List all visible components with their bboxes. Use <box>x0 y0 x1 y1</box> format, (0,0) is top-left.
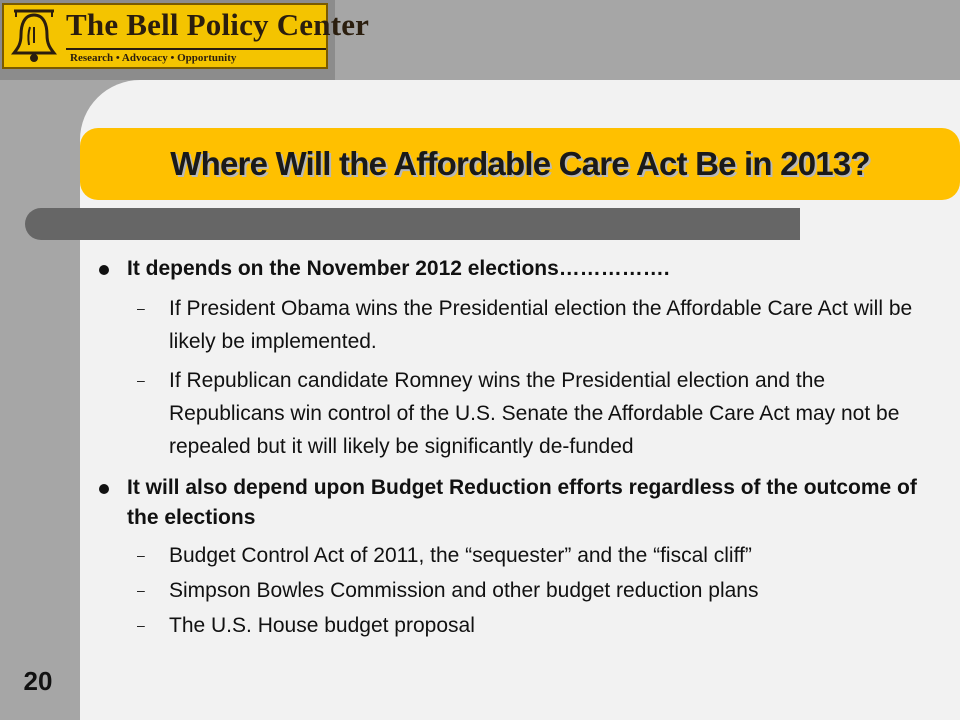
logo-title: The Bell Policy Center <box>66 7 370 42</box>
bullet-item <box>95 254 945 284</box>
bullet-text: It will also depend upon Budget Reduction efforts regardless of the outcome of the elections <box>127 476 917 529</box>
dash-icon: – <box>137 617 145 633</box>
dash-icon: – <box>137 300 145 316</box>
sub-bullet-item <box>95 609 945 642</box>
logo-divider <box>66 48 326 50</box>
slide-title: Where Will the Affordable Care Act Be in 2013? <box>170 145 870 182</box>
sub-bullet-text: The U.S. House budget proposal <box>169 614 475 637</box>
sub-bullet-item <box>95 539 945 572</box>
sub-bullet-item <box>95 292 945 358</box>
dash-icon: – <box>137 547 145 563</box>
title-bar <box>80 128 960 200</box>
logo-tagline: Research • Advocacy • Opportunity <box>70 52 237 64</box>
bullet-item <box>95 473 945 533</box>
sub-bullet-item <box>95 364 945 463</box>
page-number: 20 <box>23 666 53 696</box>
bullet-dot-icon <box>99 265 109 275</box>
bullet-text: It depends on the November 2012 elections……………. <box>127 257 670 280</box>
dash-icon: – <box>137 372 145 388</box>
logo-box <box>2 3 370 69</box>
sub-bullet-item <box>95 574 945 607</box>
bell-icon <box>8 7 60 65</box>
bullet-dot-icon <box>99 484 109 494</box>
logo <box>0 0 370 80</box>
sub-bullet-text: Budget Control Act of 2011, the “sequester” and the “fiscal cliff” <box>169 544 752 567</box>
sub-bullet-text: If President Obama wins the Presidential election the Affordable Care Act will be likely be implemented. <box>169 297 913 353</box>
sub-bullet-text: Simpson Bowles Commission and other budget reduction plans <box>169 579 759 602</box>
divider-bar <box>25 208 800 240</box>
dash-icon: – <box>137 582 145 598</box>
sub-bullet-text: If Republican candidate Romney wins the Presidential election and the Republicans win control of the U.S. Senate the Affordable Care Act may not be repealed but it will likely be significantly de-funded <box>169 369 900 458</box>
bullet-list <box>95 250 945 642</box>
